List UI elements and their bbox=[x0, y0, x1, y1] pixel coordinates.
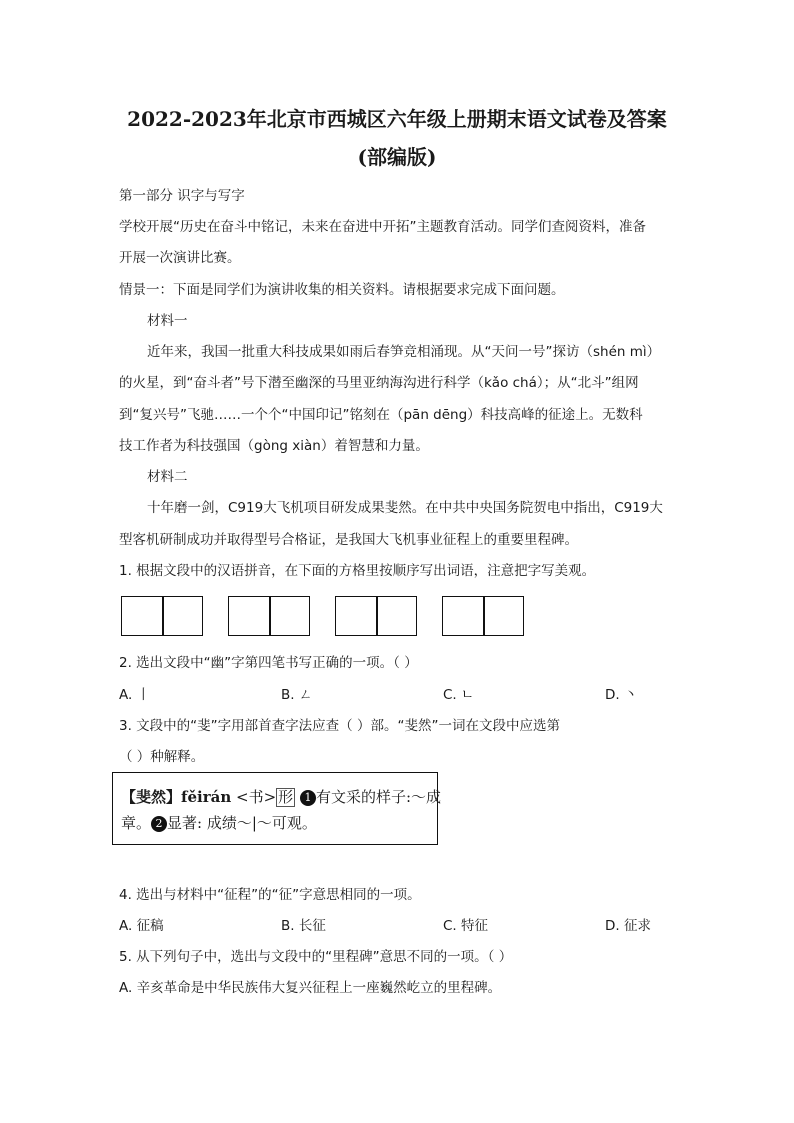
document-title-line2: (部编版) bbox=[357, 145, 437, 169]
intro-line-1: 学校开展“历史在奋斗中铭记，未来在奋进中开拓”主题教育活动。同学们查阅资料，准备 bbox=[119, 219, 646, 235]
intro-line-2: 开展一次演讲比赛。 bbox=[119, 250, 241, 266]
definition-sense-2: 显著: 成绩～|～可观。 bbox=[167, 814, 317, 832]
question-2-text: 2. 选出文段中“幽”字第四笔书写正确的一项。（ ） bbox=[119, 655, 418, 671]
writing-box-pair-1[interactable] bbox=[121, 596, 203, 636]
writing-box-pair-4[interactable] bbox=[442, 596, 524, 636]
definition-headword: 【斐然】fěirán bbox=[121, 788, 232, 806]
question-4-option-b[interactable]: B. 长征 bbox=[281, 918, 326, 934]
question-5-option-a[interactable]: A. 辛亥革命是中华民族伟大复兴征程上一座巍然屹立的里程碑。 bbox=[119, 980, 502, 996]
scene-one-instruction: 情景一：下面是同学们为演讲收集的相关资料。请根据要求完成下面问题。 bbox=[119, 282, 565, 298]
material-one-line-1: 近年来，我国一批重大科技成果如雨后春笋竞相涌现。从“天问一号”探访（shén mì） bbox=[147, 344, 661, 360]
sense-number-2-badge: 2 bbox=[151, 816, 167, 832]
material-two-line-1: 十年磨一剑，C919大飞机项目研发成果斐然。在中共中央国务院贺电中指出，C919大 bbox=[147, 500, 663, 516]
question-2-option-b[interactable]: B. ㄥ bbox=[281, 687, 313, 703]
dictionary-definition-box bbox=[112, 772, 442, 845]
material-one-label: 材料一 bbox=[147, 313, 188, 329]
definition-line-2 bbox=[121, 811, 317, 835]
writing-box-pair-2[interactable] bbox=[228, 596, 310, 636]
question-3-line-2: （ ）种解释。 bbox=[119, 749, 205, 765]
question-1-text: 1. 根据文段中的汉语拼音，在下面的方格里按顺序写出词语，注意把字写美观。 bbox=[119, 563, 596, 579]
sense-number-1-badge: 1 bbox=[300, 790, 316, 806]
definition-sense-1: 有文采的样子:～成 bbox=[315, 788, 442, 806]
question-4-option-d[interactable]: D. 征求 bbox=[605, 918, 651, 934]
question-2-option-d[interactable]: D. 丶 bbox=[605, 687, 638, 703]
material-one-line-3: 到“复兴号”飞驰……一个个“中国印记”铭刻在（pān dēng）科技高峰的征途上。无数科 bbox=[119, 407, 643, 423]
material-two-label: 材料二 bbox=[147, 469, 188, 485]
material-one-line-4: 技工作者为科技强国（gòng xiàn）着智慧和力量。 bbox=[119, 438, 429, 454]
question-2-option-c[interactable]: C. ㄴ bbox=[443, 687, 475, 703]
material-two-line-2: 型客机研制成功并取得型号合格证，是我国大飞机事业征程上的重要里程碑。 bbox=[119, 532, 578, 548]
question-2-option-a[interactable]: A. 丨 bbox=[119, 687, 151, 703]
material-one-line-2: 的火星，到“奋斗者”号下潜至幽深的马里亚纳海沟进行科学（kǎo chá）；从“北斗”组网 bbox=[119, 375, 639, 391]
question-4-text: 4. 选出与材料中“征程”的“征”字意思相同的一项。 bbox=[119, 887, 421, 903]
writing-box-pair-3[interactable] bbox=[335, 596, 417, 636]
document-title-line1: 2022-2023年北京市西城区六年级上册期末语文试卷及答案 bbox=[127, 107, 667, 131]
definition-line-1 bbox=[121, 785, 441, 809]
definition-sense-1-continued: 章。 bbox=[121, 814, 152, 832]
question-4-option-c[interactable]: C. 特征 bbox=[443, 918, 489, 934]
definition-register-tag: <书> bbox=[236, 788, 277, 806]
part-label: 第一部分 识字与写字 bbox=[119, 188, 245, 204]
question-4-option-a[interactable]: A. 征稿 bbox=[119, 918, 164, 934]
question-3-line-1: 3. 文段中的“斐”字用部首查字法应查（ ）部。“斐然”一词在文段中应选第 bbox=[119, 718, 560, 734]
part-of-speech-tag: 形 bbox=[278, 788, 294, 806]
question-5-text: 5. 从下列句子中，选出与文段中的“里程碑”意思不同的一项。（ ） bbox=[119, 949, 513, 965]
